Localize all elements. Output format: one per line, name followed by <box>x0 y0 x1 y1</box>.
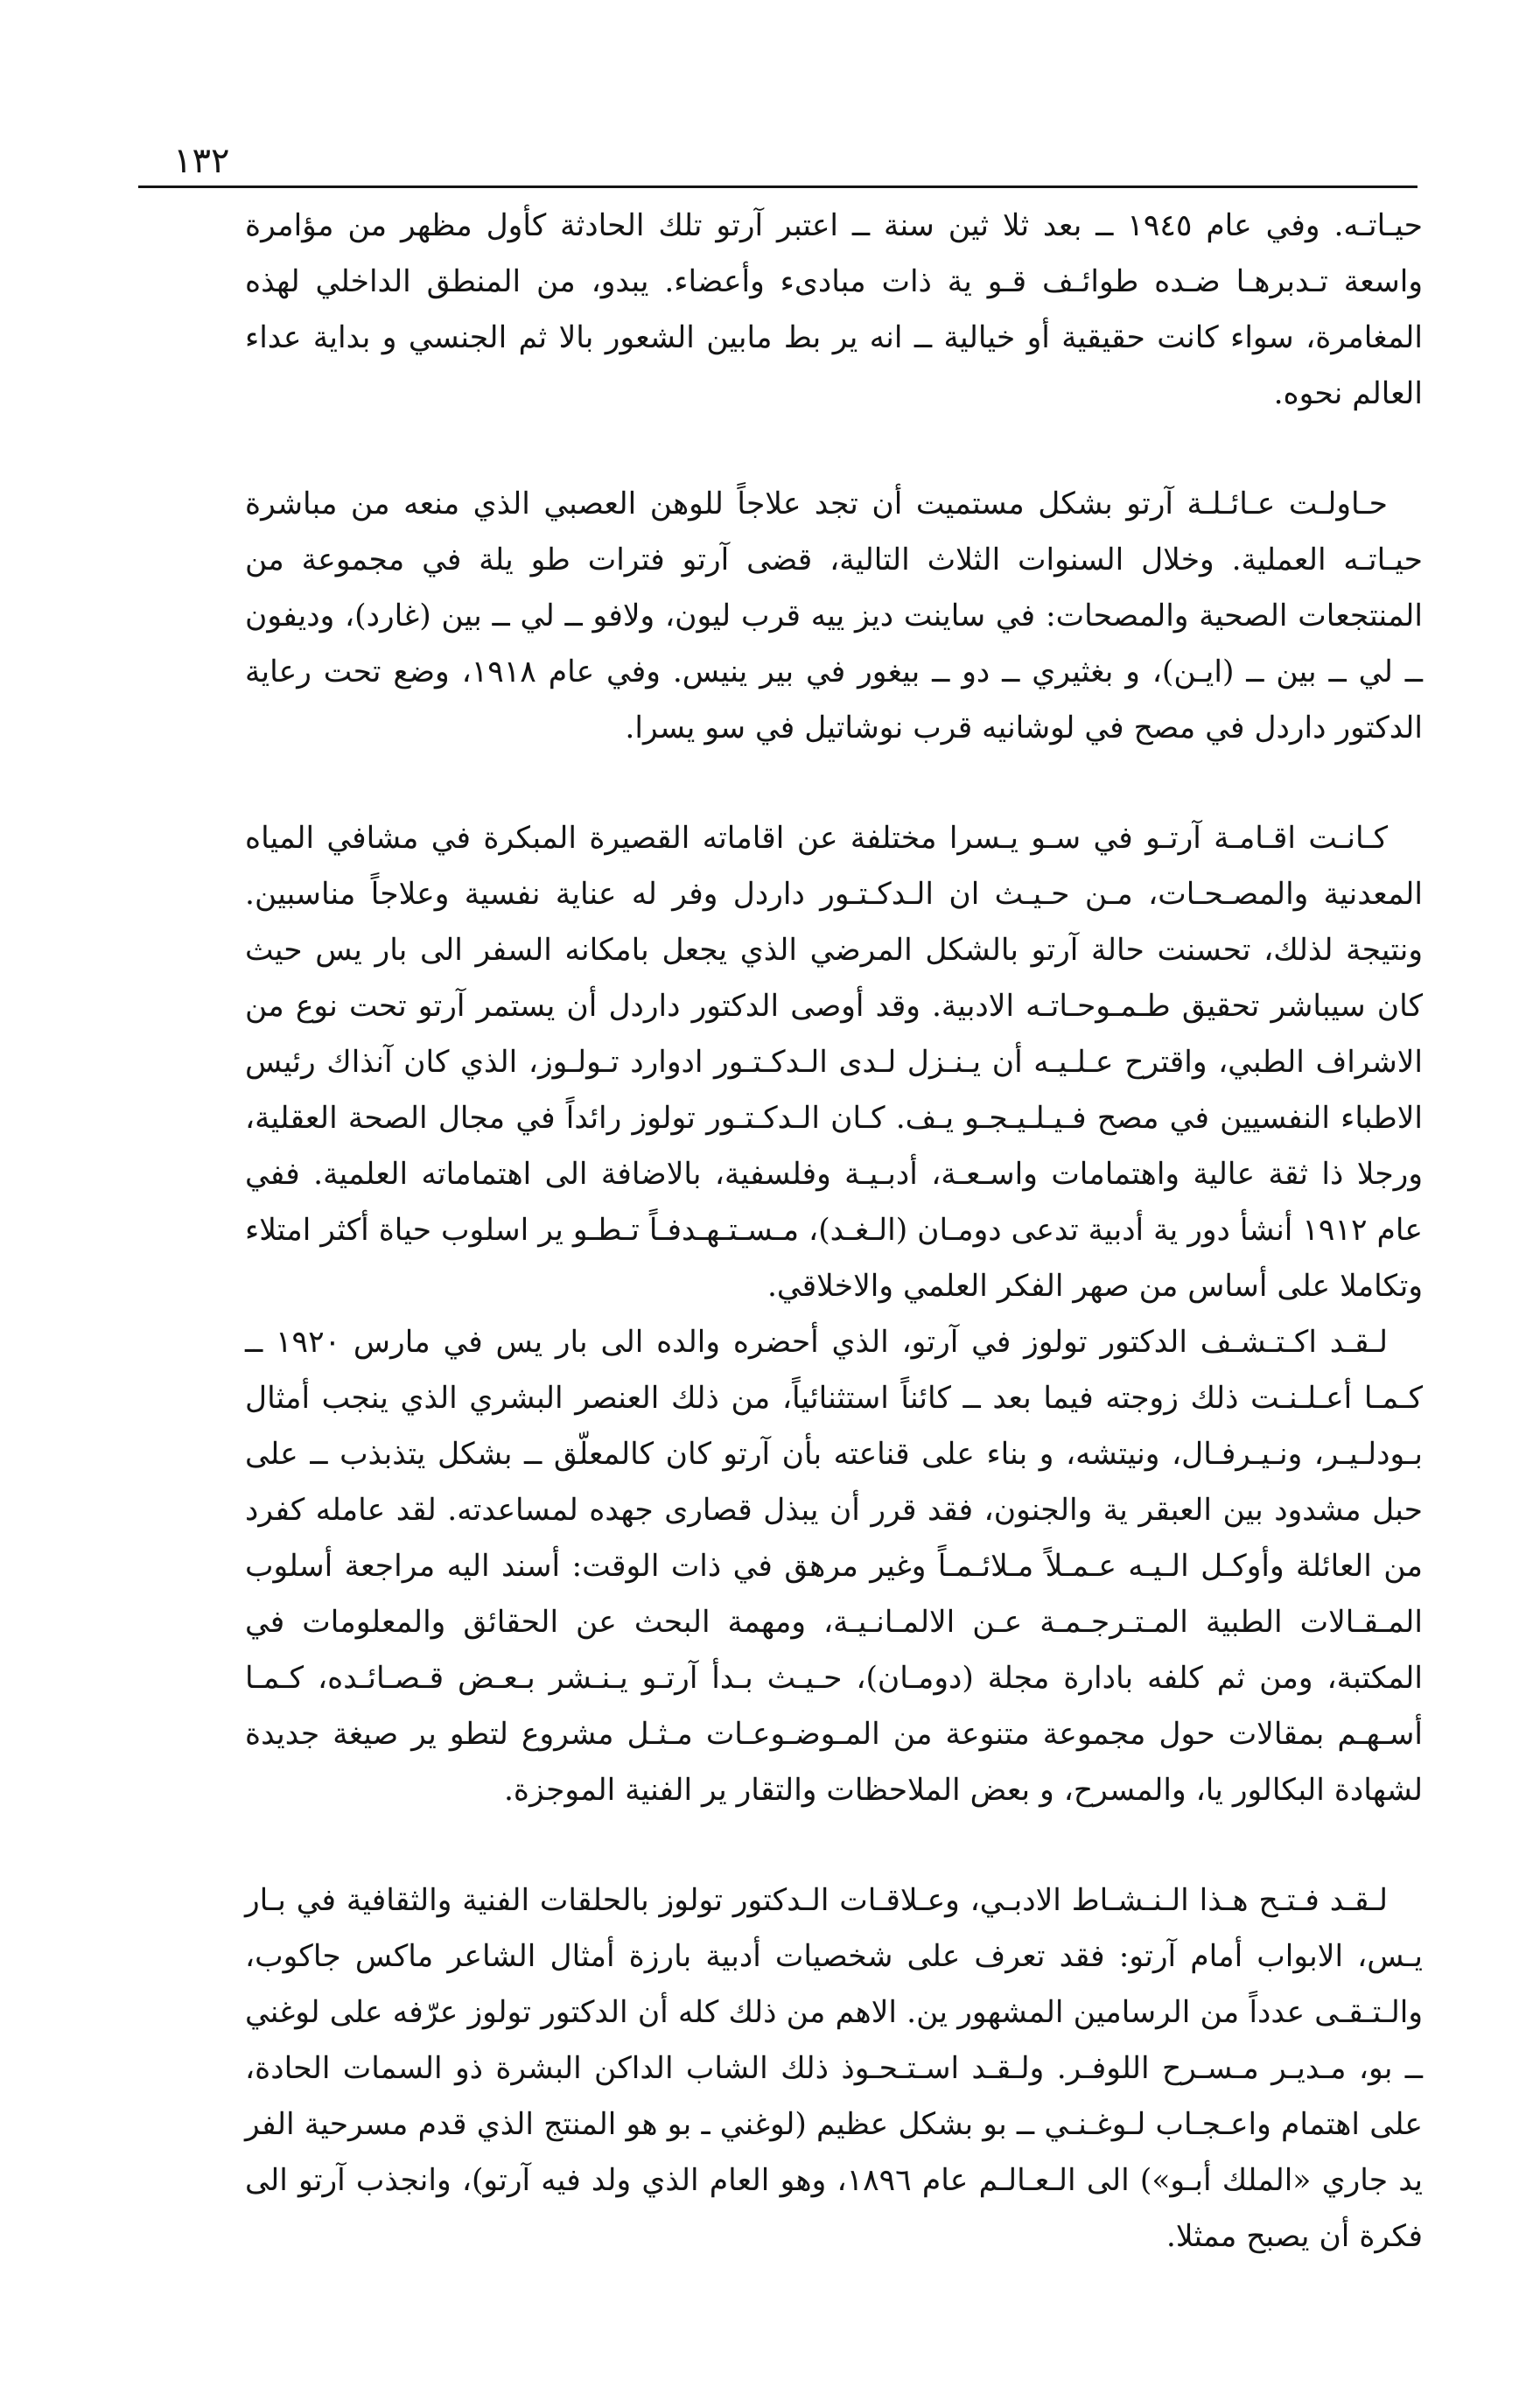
paragraph-1: حيـاتـه. وفي عام ١٩٤٥ ــ بعد ثلا ثين سنة ــ اعتبر آرتو تلك الحادثة كأول مظهر من مؤامرة واسعة تـدبرهـا ضـده طوائـف قـو ية ذات مبادىء وأعضاء. يبدو، من المنطق الداخلي لهذه المغامرة، سواء كانت حقيقية أو خيالية ــ انه ير بط مابين الشعور بالا ثم الجنسي و بداية عداء العالم نحوه. <box>245 208 1423 411</box>
page-number: ١٣٢ <box>173 141 230 181</box>
paragraph-3: كـانـت اقـامـة آرتـو في سـو يـسرا مختلفة عن اقاماته القصيرة المبكرة في مشافي المياه المعدنية والمصـحـات، مـن حـيـث ان الـدكـتـور داردل وفر له عناية نفسية وعلاجاً مناسبين. ونتيجة لذلك، تحسنت حالة آرتو بالشكل المرضي الذي يجعل بامكانه السفر الى بار يس حيث كان سيباشر تحقيق طـمـوحـاتـه الادبية. وقد أوصى الدكتور داردل أن يستمر آرتو تحت نوع من الاشراف الطبي، واقترح عـلـيـه أن يـنـزل لـدى الـدكـتـور ادوارد تـولـوز، الذي كان آنذاك رئيس الاطباء النفسيين في مصح فـيـلـيـجـو يـف. كـان الـدكـتـور تولوز رائداً في مجال الصحة العقلية، ورجلا ذا ثقة عالية واهتمامات واسـعـة، أدبـيـة وفلسفية، بالاضافة الى اهتماماته العلمية. ففي عام ١٩١٢ أنشأ دور ية أدبية تدعى دومـان (الـغـد)، مـسـتـهـدفـاً تـطـو ير اسلوب حياة أكثر امتلاء وتكاملا على أساس من صهر الفكر العلمي والاخلاقي. <box>245 821 1423 1304</box>
paragraph-4: لـقـد اكـتـشـف الدكتور تولوز في آرتو، الذي أحضره والده الى بار يس في مارس ١٩٢٠ ــ كـمـا أعـلـنـت ذلك زوجته فيما بعد ــ كائناً استثنائياً، من ذلك العنصر البشري الذي ينجب أمثال بـودلـيـر، ونـيـرفـال، ونيتشه، و بناء على قناعته بأن آرتو كان كالمعلّق ــ بشكل يتذبذب ــ على حبل مشدود بين العبقر ية والجنون، فقد قرر أن يبذل قصارى جهده لمساعدته. لقد عامله كفرد من العائلة وأوكـل الـيـه عـمـلاً مـلائـمـاً وغير مرهق في ذات الوقت: أسند اليه مراجعة أسلوب المـقـالات الطبية المـتـرجـمـة عـن الالمـانـيـة، ومهمة البحث عن الحقائق والمعلومات في المكتبة، ومن ثم كلفه بادارة مجلة (دومـان)، حـيـث بـدأ آرتـو يـنـشر بـعـض قـصـائـده، كـمـا أسـهـم بمقالات حول مجموعة متنوعة من المـوضـوعـات مـثـل مشروع لتطو ير صيغة جديدة لشهادة البكالور يا، والمسرح، و بعض الملاحظات والتقار ير الفنية الموجزة. <box>245 1325 1424 1808</box>
body-text <box>245 198 1423 2264</box>
paragraph-2: حـاولـت عـائـلـة آرتو بشكل مستميت أن تجد علاجاً للوهن العصبي الذي منعه من مباشرة حيـاتـه العملية. وخلال السنوات الثلاث التالية، قضى آرتو فترات طو يلة في مجموعة من المنتجعات الصحية والمصحات: في ساينت ديز ييه قرب ليون، ولافو ــ لي ــ بين (غارد)، وديفون ــ لي ــ بين ــ (ايـن)، و بغثيري ــ دو ــ بيغور في بير ينيس. وفي عام ١٩١٨، وضع تحت رعاية الدكتور داردل في مصح في لوشانيه قرب نوشاتيل في سو يسرا. <box>245 486 1423 746</box>
paragraph-5: لـقـد فـتـح هـذا الـنـشـاط الادبـي، وعـلاقـات الـدكتور تولوز بالحلقات الفنية والثقافية في بـار يـس، الابواب أمام آرتو: فقد تعرف على شخصيات أدبية بارزة أمثال الشاعر ماكس جاكوب، والـتـقـى عدداً من الرسامين المشهور ين. الاهم من ذلك كله أن الدكتور تولوز عرّفه على لوغني ــ بو، مـديـر مـسـرح اللوفـر. ولـقـد اسـتـحـوذ ذلك الشاب الداكن البشرة ذو السمات الحادة، على اهتمام واعـجـاب لـوغـنـي ــ بو بشكل عظيم (لوغني ـ بو هو المنتج الذي قدم مسرحية الفر يد جاري «الملك أبـو») الى الـعـالـم عام ١٨٩٦، وهو العام الذي ولد فيه آرتو)، وانجذب آرتو الى فكرة أن يصبح ممثلا. <box>245 1883 1424 2254</box>
header-rule <box>138 186 1418 188</box>
